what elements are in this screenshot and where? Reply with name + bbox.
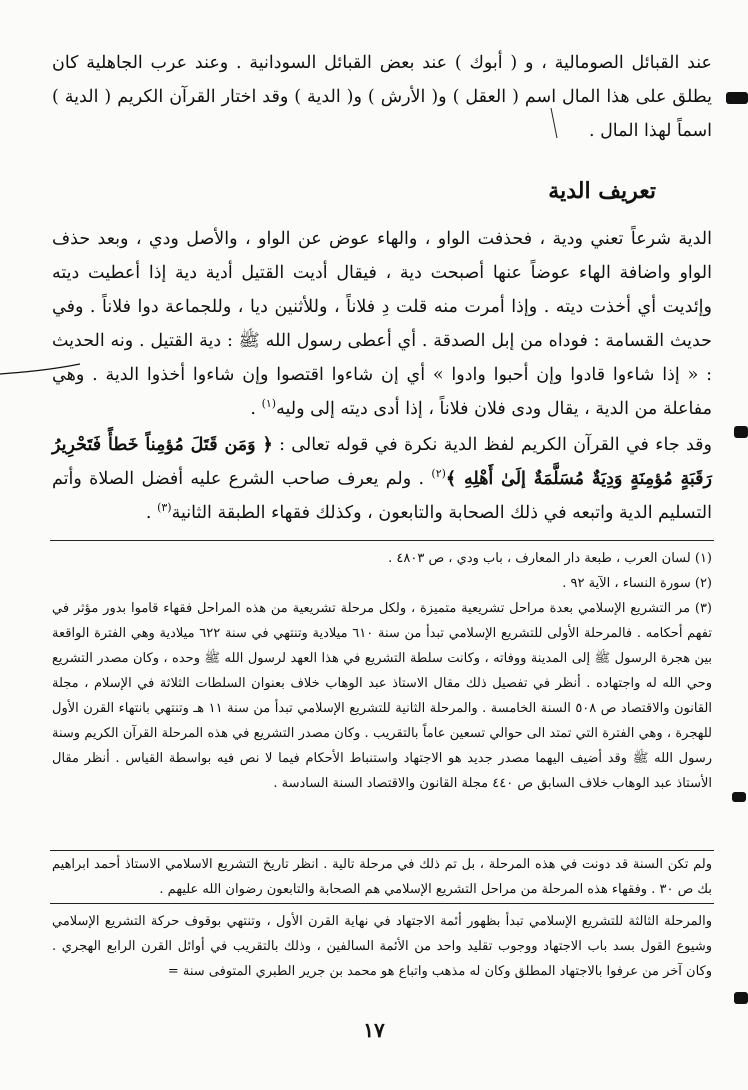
intro-paragraph: عند القبائل الصومالية ، و ( أبوك ) عند بعض القبائل السودانية . وعند عرب الجاهلية كان يطلق على هذا المال اسم ( العقل ) و( الأرش ) و( الدية ) وقد اختار القرآن الكريم ( الدية ) اسماً لهذا المال . (52, 53, 712, 141)
scan-mark (732, 792, 746, 802)
footnote-1: (١) لسان العرب ، طبعة دار المعارف ، باب ودي ، ص ٤٨٠٣ . (388, 551, 712, 566)
footnote-3: (٣) مر التشريع الإسلامي بعدة مراحل تشريعية متميزة ، ولكل مرحلة تشريعية من هذه المراحل فقهاء قاموا بدور مؤثر في تفهم أحكامه . فالمرحلة الأولى للتشريع الإسلامي تبدأ من سنة ٦١٠ ميلادية وتنتهي في سنة ٦٢٢ ميلادية وهي الفترة الواقعة بين هجرة الرسول ﷺ إلى المدينة ووفاته ، وكانت سلطة التشريع في هذا العهد لرسول الله ﷺ وحده ، وكان مصدر التشريع وحي الله له واجتهاده . أنظر في تفصيل ذلك مقال الاستاذ عبد الوهاب خلاف بعنوان السلطات الثلاثة في الإسلام ، مجلة القانون والاقتصاد ص ٥٠٨ السنة الخامسة . والمرحلة الثانية للتشريع الإسلامي تبدأ من سنة ١١ هـ وتنتهي بانتهاء القرن الأول للهجرة ، وهي الفترة التي تمتد الى حوالي تسعين عاماً بالتقريب . وكان مصدر التشريع في هذه المرحلة القرآن الكريم وسنة رسول الله ﷺ وقد أضيف اليهما مصدر جديد هو الاجتهاد واستنباط الأحكام فيما لا نص فيه بواسطة القياس . أنظر مقال الأستاذ عبد الوهاب خلاف السابق ص ٤٤٠ مجلة القانون والاقتصاد السنة السادسة . (52, 601, 712, 791)
definition-paragraph-block (52, 222, 712, 426)
quran-paragraph-block (52, 428, 712, 530)
footnote-separator (50, 540, 714, 541)
footnote-ref-1: (١) (261, 397, 277, 411)
footnote-3-continuation-2: والمرحلة الثالثة للتشريع الإسلامي تبدأ بظهور أئمة الاجتهاد في نهاية القرن الأول ، وتنتهي بوقوف حركة التشريع الإسلامي وشيوع القول بسد باب الاجتهاد ووجوب تقليد واحد من الأئمة السالفين ، وذلك بالتقريب في أوائل القرن الرابع الهجري . وكان آخر من عرفوا بالاجتهاد المطلق وكان له مذهب واتباع هو محمد بن جرير الطبري المتوفى سنة = (52, 914, 712, 979)
scan-mark (726, 92, 748, 104)
footnote-3-continuation: ولم تكن السنة قد دونت في هذه المرحلة ، بل تم ذلك في مرحلة تالية . انظر تاريخ التشريع الاسلامي الاستاذ أحمد ابراهيم بك ص ٣٠ . وفقهاء هذه المرحلة من مراحل التشريع الإسلامي هم الصحابة والتابعون رضوان الله عليهم . (52, 857, 712, 897)
scan-mark (734, 992, 748, 1004)
footnote-ref-3: (٣) (157, 501, 172, 515)
intro-paragraph-block (52, 46, 712, 148)
quran-verse: ﴿ وَمَن قَتَلَ مُؤمِناً خَطأً فَتَحْرِيرُ رَقَبَةٍ مُؤمِنَةٍ وَدِيَةٌ مُسَلَّمَةٌ إلَىٰ أَهْلِهِ ﴾ (52, 435, 712, 489)
definition-text: الدية شرعاً تعني ودية ، فحذفت الواو ، والهاء عوض عن الواو ، والأصل ودي ، وبعد حذف الواو واضافة الهاء عوضاً عنها أصبحت دية ، فيقال أديت القتيل أدية دية إذا أعطيت ديته وإئديت أي أخذت ديته . وإذا أمرت منه قلت دِ فلاناً ، وللأثنين ديا ، وللجماعة دوا فلاناً . وفي حديث القسامة : فوداه من إبل الصدقة . أي أعطى رسول الله ﷺ : دية القتيل . ونه الحديث : « إذا شاءوا قادوا وإن أحبوا وادوا » أي إن شاءوا اقتصوا وإن شاءوا أخذوا الدية . وهي مفاعلة من الدية ، يقال ودى فلان فلاناً ، إذا أدى ديته إلى وليه (52, 229, 712, 419)
quran-intro: وقد جاء في القرآن الكريم لفظ الدية نكرة في قوله تعالى : (272, 435, 712, 455)
footnotes-block (52, 546, 712, 796)
definition-paragraph (52, 222, 712, 426)
scan-mark (734, 426, 748, 438)
quran-rest: . ولم يعرف صاحب الشرع عليه أفضل الصلاة وأتم التسليم الدية واتبعه في ذلك الصحابة والتابعون ، وكذلك فقهاء الطبقة الثانية (52, 469, 712, 523)
definition-end: . (250, 399, 262, 419)
footnote-3-continuation-block (52, 852, 712, 902)
quran-end: . (145, 503, 158, 523)
footnote-ref-2: (٢) (431, 467, 446, 481)
quran-paragraph (52, 428, 712, 530)
footnote-divider-2 (50, 903, 714, 904)
footnote-3-continuation-2-block (52, 909, 712, 984)
footnote-divider (50, 850, 714, 851)
page-number: ١٧ (363, 1018, 385, 1042)
footnote-2: (٢) سورة النساء ، الآية ٩٢ . (562, 576, 712, 591)
section-heading: تعريف الدية (548, 178, 656, 204)
